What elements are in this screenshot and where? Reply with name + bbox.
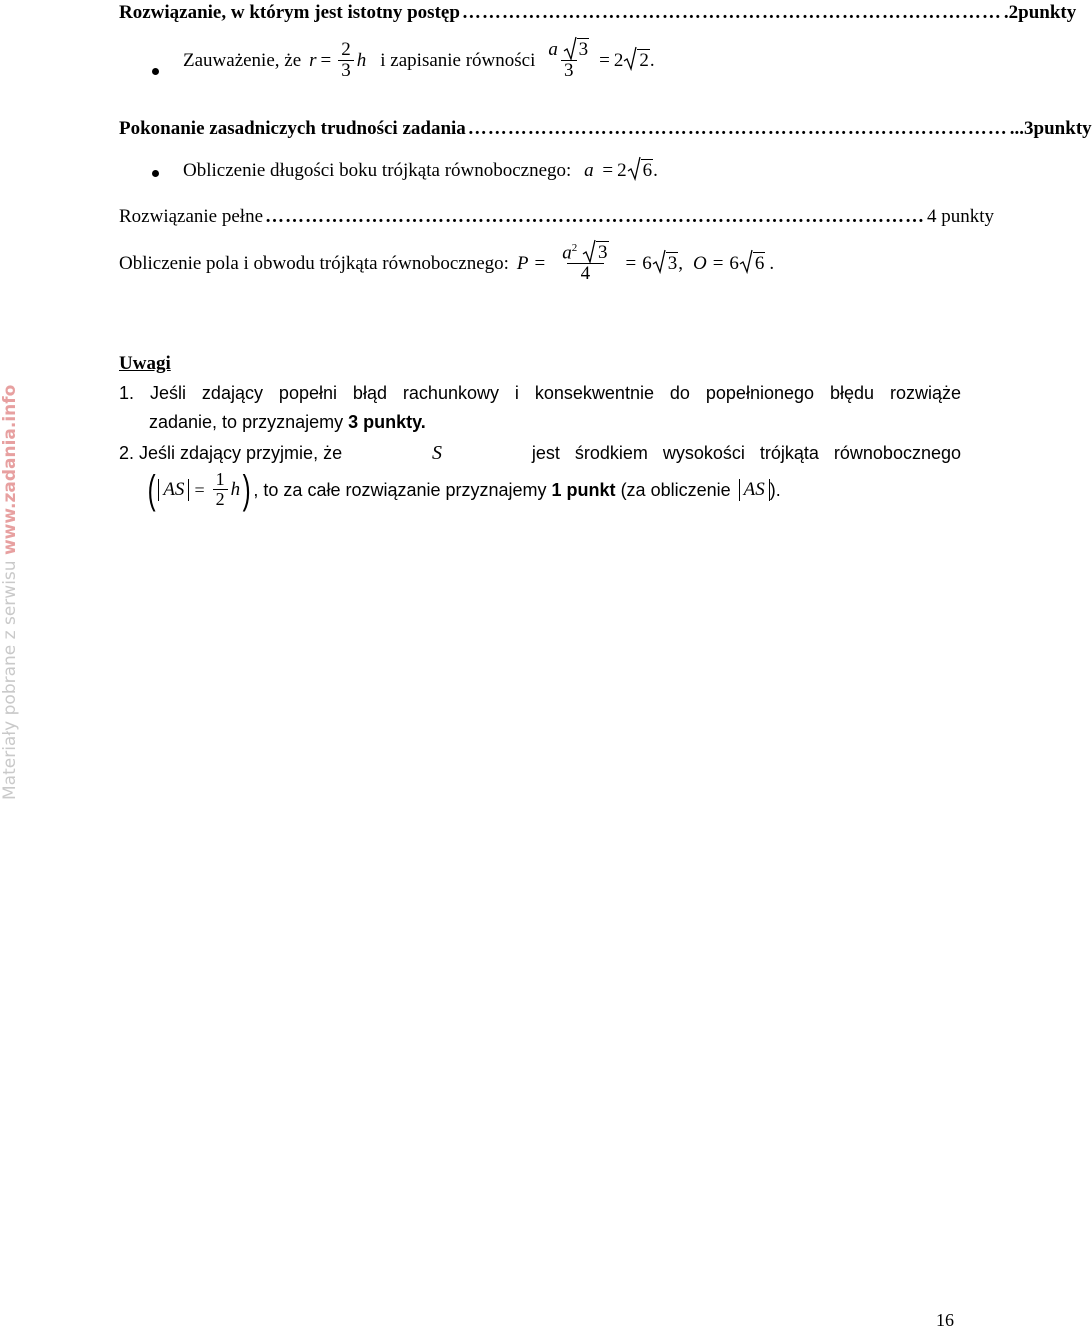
leader-dots: ……………………………………………………………………………………… [265, 206, 926, 227]
section-points: ...3punkty [1009, 118, 1092, 139]
bullet [152, 68, 159, 75]
math-num: 2 [613, 49, 624, 71]
leader-dots: ……………………………………………………………………… [461, 2, 1002, 23]
fraction [213, 470, 228, 510]
math-eq: = [534, 253, 546, 275]
denominator: 4 [567, 263, 605, 285]
radicand: 2 [639, 49, 649, 71]
section-label: Pokonanie zasadniczych trudności zadania [119, 118, 466, 139]
note-text: ). [769, 479, 781, 500]
math-var: O [692, 253, 707, 275]
note-text: (za obliczenie [620, 479, 731, 500]
math-abs: AS [158, 479, 189, 501]
bullet-item-observation [183, 40, 655, 82]
math-eq: = [599, 49, 610, 71]
math-var: r [309, 49, 317, 71]
fraction [338, 40, 354, 82]
punct: . [769, 253, 775, 275]
math-num: 6 [729, 253, 739, 275]
punct: . [649, 49, 655, 71]
radicand: 3 [667, 253, 678, 275]
sqrt-sign [564, 40, 590, 60]
item-text: Obliczenie pola i obwodu trójkąta równobocznego: [119, 253, 509, 275]
section-header-full [119, 206, 995, 228]
bullet [152, 170, 159, 177]
sqrt-sign [740, 253, 766, 275]
math-eq: = [320, 49, 332, 71]
math-num: 2 [617, 160, 627, 181]
note-bold: 1 punkt [551, 479, 616, 500]
notes-heading: Uwagi [119, 353, 171, 374]
note-text: jest środkiem wysokości trójkąta równobocznego [531, 443, 961, 463]
math-var: P [516, 253, 529, 275]
radicand: 3 [578, 39, 589, 60]
page-number: 16 [936, 1310, 954, 1330]
section-points: 4 punkty [927, 206, 995, 227]
denominator: 3 [338, 60, 354, 82]
numerator: 2 [341, 39, 351, 60]
paren-close: ) [242, 468, 251, 512]
radicand: 6 [754, 253, 765, 275]
sqrt-sign [653, 253, 679, 275]
note-text: zadanie, to przyznajemy [149, 412, 344, 432]
section-header-difficulties [119, 118, 1092, 140]
leader-dots: ……………………………………………………………………… [467, 118, 1008, 139]
section-points: .2punkty [1003, 2, 1077, 23]
math-eq: = [194, 479, 205, 500]
denominator: 2 [213, 489, 228, 510]
item-text: Zauważenie, że [183, 49, 302, 71]
note-text: , to za całe rozwiązanie przyznajemy [253, 479, 547, 500]
math-eq: = [602, 160, 614, 181]
exponent: 2 [571, 242, 578, 254]
sqrt-sign [624, 50, 650, 72]
numerator: 1 [215, 469, 225, 490]
fraction [554, 243, 616, 285]
section-label: Rozwiązanie pełne [119, 206, 264, 227]
note-bold: 3 punkty. [348, 412, 426, 432]
fraction [545, 40, 592, 82]
math-var: a [562, 242, 572, 264]
note-2-line-1 [119, 442, 961, 465]
math-var: h [230, 479, 241, 500]
section-label: Rozwiązanie, w którym jest istotny postęp [119, 2, 460, 23]
math-eq: = [625, 253, 637, 275]
math-eq: = [712, 253, 724, 275]
sqrt-sign [583, 243, 609, 263]
math-abs: AS [739, 479, 770, 501]
watermark [0, 384, 20, 800]
watermark-text: Materiały pobrane z serwisu [0, 555, 20, 800]
punct: , [678, 253, 683, 275]
watermark-brand: www.zadania.info [0, 384, 20, 556]
punct: . [653, 160, 658, 181]
full-solution-line [119, 243, 774, 285]
radicand: 6 [642, 160, 653, 181]
denominator: 3 [561, 60, 577, 82]
numerator [554, 243, 616, 263]
radicand: 3 [598, 242, 608, 264]
note-2-line-2 [145, 470, 781, 510]
math-var: h [356, 49, 367, 71]
note-1-line-2 [149, 412, 426, 433]
item-text: Obliczenie długości boku trójkąta równobocznego: [183, 160, 572, 181]
numerator [545, 40, 592, 60]
sqrt-sign [628, 160, 654, 182]
math-var: S [431, 442, 442, 464]
item-text: i zapisanie równości [380, 49, 536, 71]
paren-open: ( [147, 468, 156, 512]
note-text: 2. Jeśli zdający przyjmie, że [119, 443, 343, 463]
bullet-item-side-length [183, 160, 658, 182]
section-header-progress [119, 2, 1077, 24]
math-var: a [548, 39, 558, 60]
math-var: a [584, 160, 594, 181]
note-1-line-1: 1. Jeśli zdający popełni błąd rachunkowy i konsekwentnie do popełnionego błędu rozwiąże [119, 383, 961, 403]
math-num: 6 [642, 253, 652, 275]
